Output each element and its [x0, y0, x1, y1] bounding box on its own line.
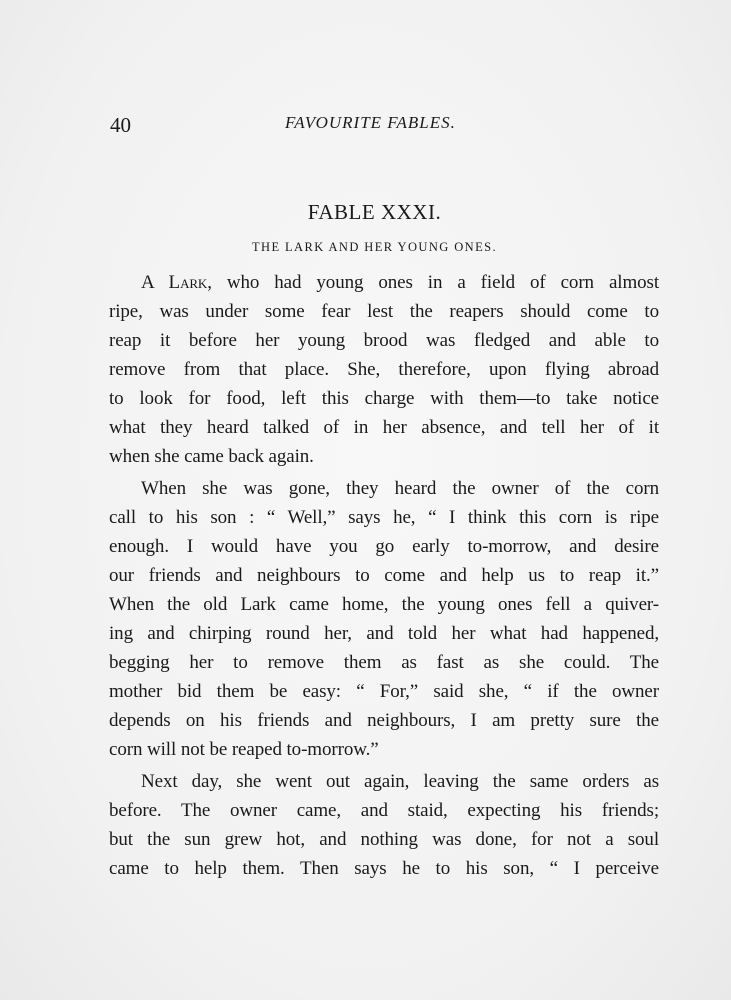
- text-line: When she was gone, they heard the owner of the corn: [141, 478, 659, 499]
- fable-title: FABLE XXXI.: [307, 200, 442, 224]
- lead-word: A Lark,: [141, 272, 212, 293]
- text-line: enough. I would have you go early to-morrow, and desire: [109, 536, 659, 557]
- paragraph-2: [109, 474, 659, 764]
- fable-subtitle: THE LARK AND HER YOUNG ONES.: [252, 240, 497, 254]
- page-number: 40: [110, 113, 131, 137]
- text-line: ing and chirping round her, and told her what had happened,: [109, 623, 659, 644]
- text-line: corn will not be reaped to-morrow.”: [109, 739, 379, 760]
- text-line: begging her to remove them as fast as she could. The: [109, 652, 659, 673]
- text-line: came to help them. Then says he to his son, “ I perceive: [109, 858, 659, 879]
- text-line-content: who had young ones in a field of corn almost: [211, 272, 660, 293]
- text-line: reap it before her young brood was fledged and able to: [109, 330, 659, 351]
- text-line: our friends and neighbours to come and help us to reap it.”: [109, 565, 659, 586]
- paragraph-3: [109, 767, 659, 883]
- text-line: remove from that place. She, therefore, upon flying abroad: [109, 359, 659, 380]
- text-line: call to his son : “ Well,” says he, “ I think this corn is ripe: [109, 507, 659, 528]
- text-line: when she came back again.: [109, 446, 314, 467]
- text-line: to look for food, left this charge with them—to take notice: [109, 388, 659, 409]
- text-line: mother bid them be easy: “ For,” said she, “ if the owner: [109, 681, 659, 702]
- text-line: ripe, was under some fear lest the reapers should come to: [109, 301, 659, 322]
- paragraph-1: [109, 268, 659, 471]
- text-line: what they heard talked of in her absence, and tell her of it: [109, 417, 659, 438]
- text-line: but the sun grew hot, and nothing was done, for not a soul: [109, 829, 659, 850]
- running-head: [0, 113, 731, 137]
- text-line: depends on his friends and neighbours, I am pretty sure the: [109, 710, 659, 731]
- text-line: Next day, she went out again, leaving the same orders as: [141, 771, 659, 792]
- fable-body: [109, 268, 659, 883]
- running-title: FAVOURITE FABLES.: [285, 113, 456, 132]
- text-line: When the old Lark came home, the young ones fell a quiver-: [109, 594, 659, 615]
- text-line: [109, 268, 659, 297]
- text-line: before. The owner came, and staid, expecting his friends;: [109, 800, 659, 821]
